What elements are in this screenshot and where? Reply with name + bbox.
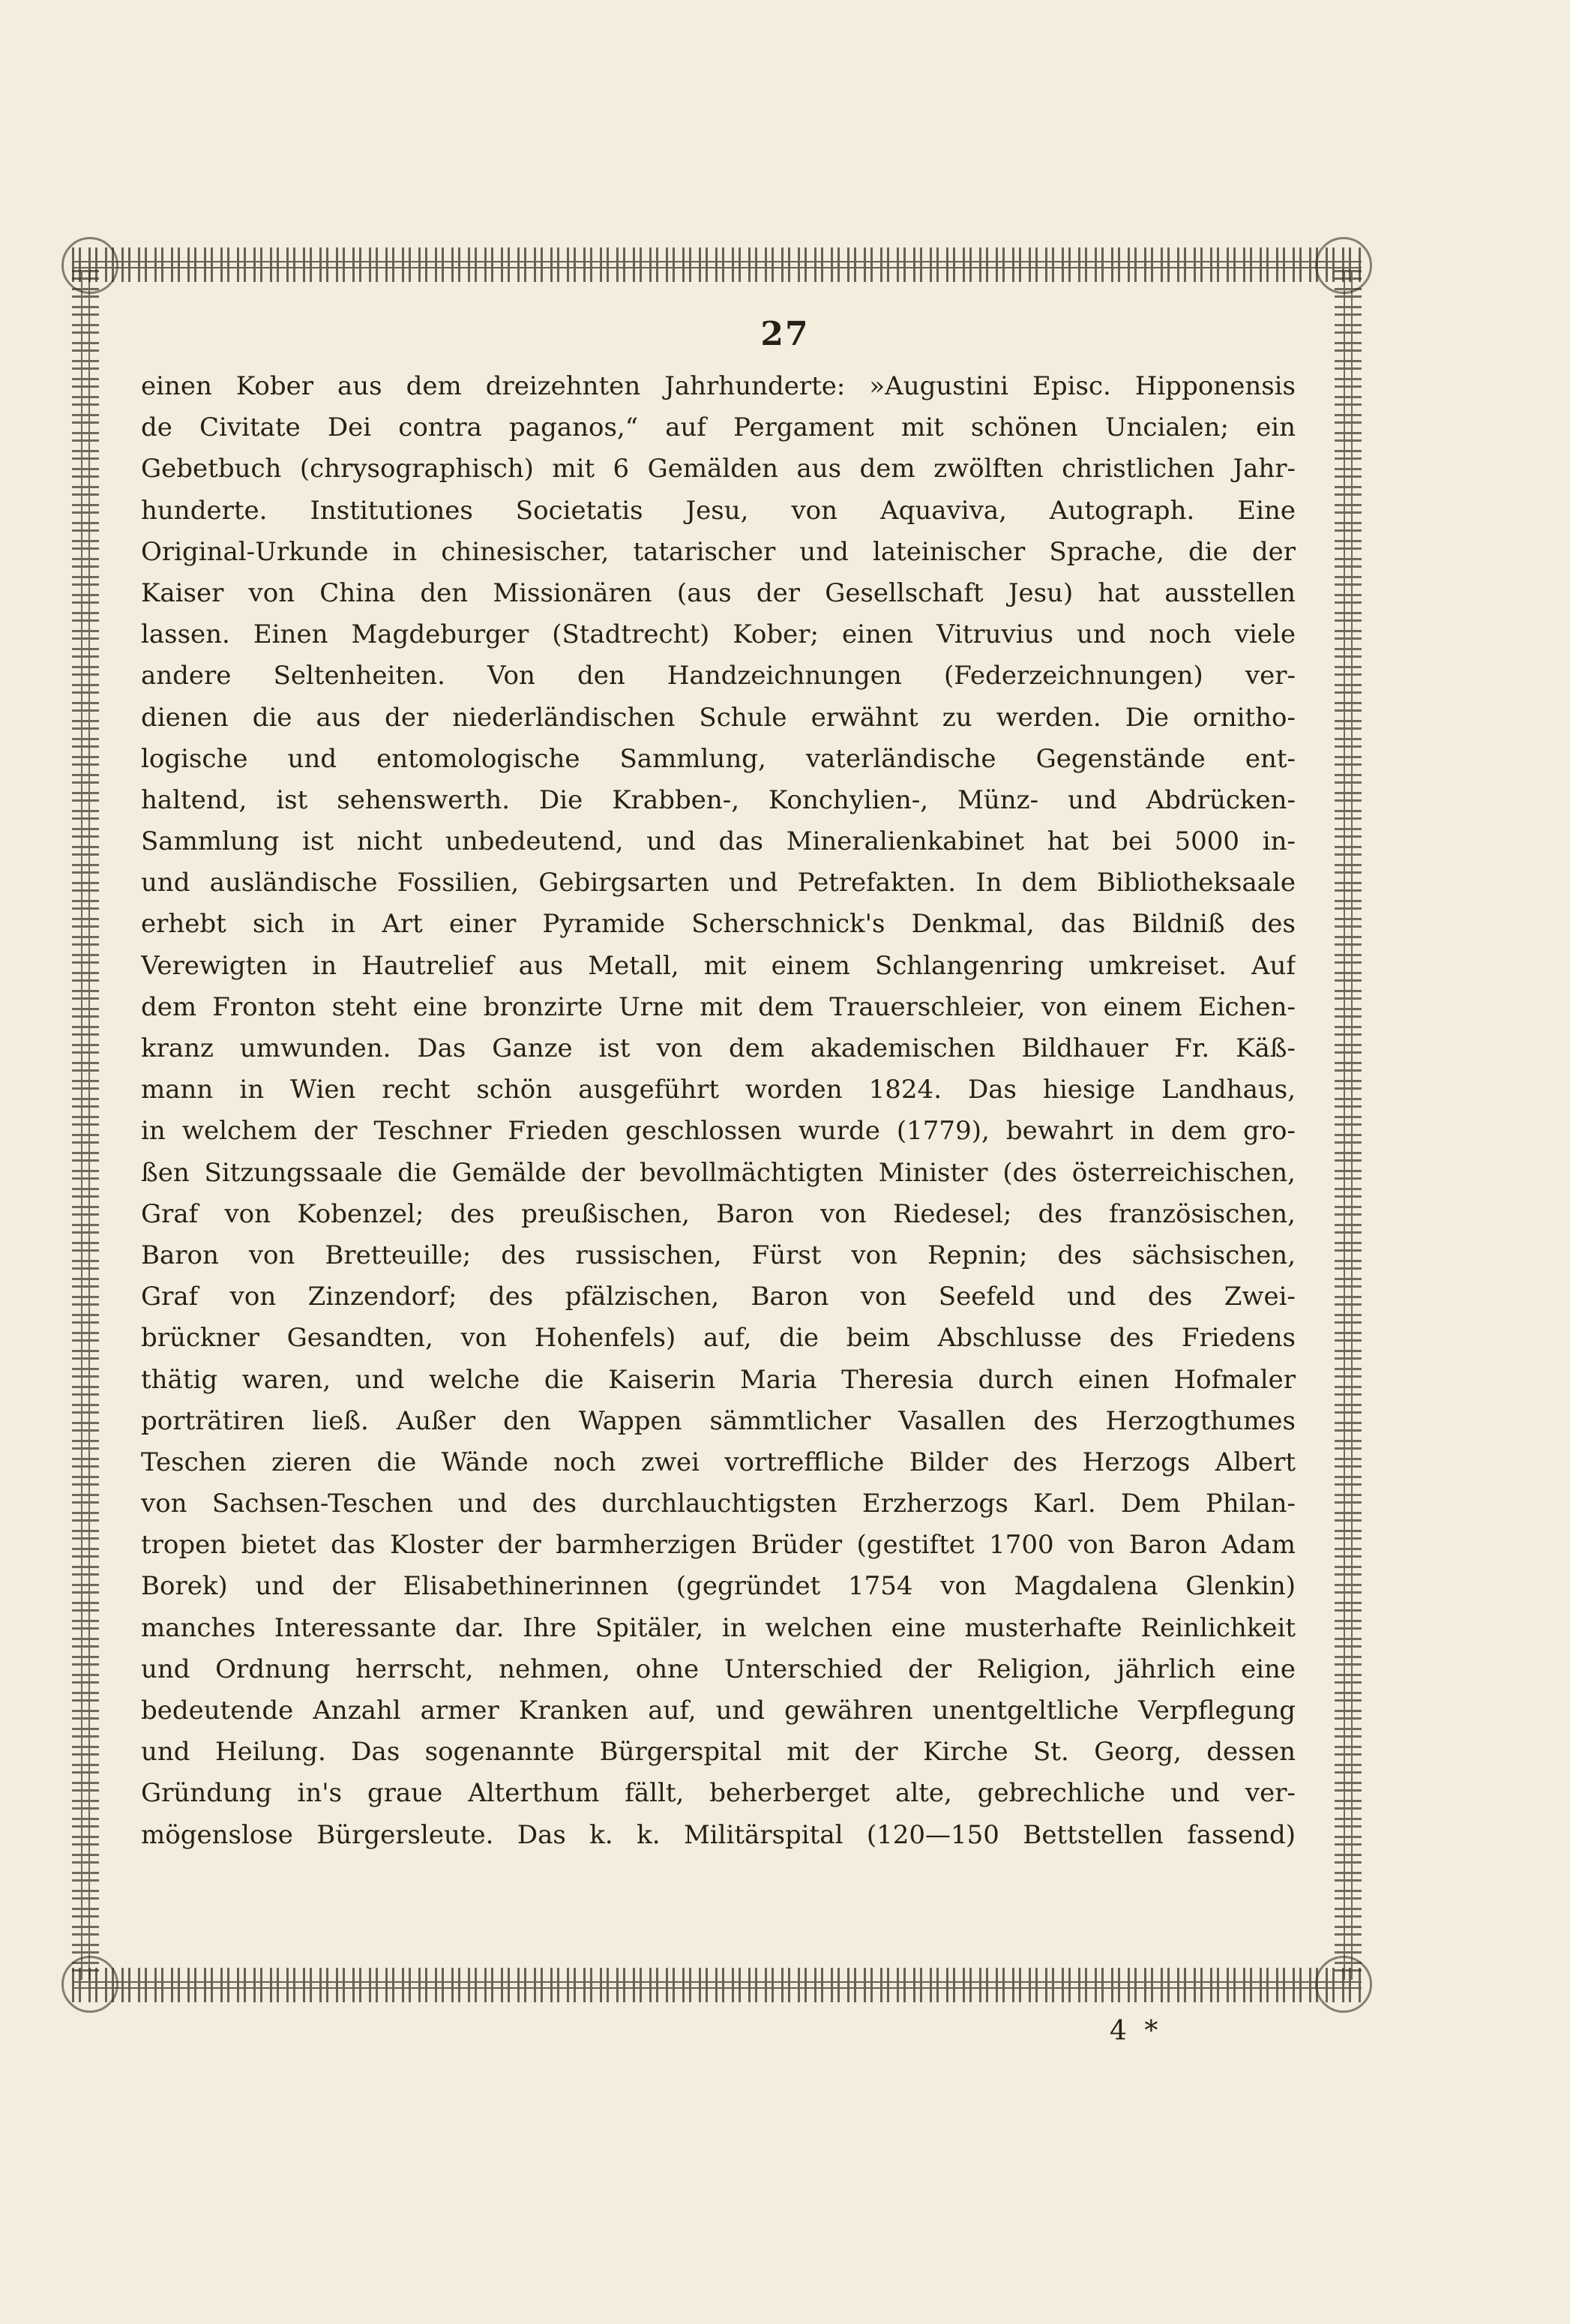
text-line: Graf von Zinzendorf; des pfälzischen, Baron von Seefeld und des Zwei- [141, 1282, 1296, 1312]
text-line: andere Seltenheiten. Von den Handzeichnungen (Federzeichnungen) ver- [141, 661, 1296, 691]
border-left-ornament [72, 270, 99, 1980]
text-line: Original-Urkunde in chinesischer, tatarischer und lateinischer Sprache, die der [141, 536, 1296, 567]
text-line: und Heilung. Das sogenannte Bürgerspital mit der Kirche St. Georg, dessen [141, 1737, 1296, 1768]
text-line: Graf von Kobenzel; des preußischen, Baron von Riedesel; des französischen, [141, 1198, 1296, 1229]
text-line: de Civitate Dei contra paganos,“ auf Pergament mit schönen Uncialen; ein [141, 412, 1296, 443]
signature-mark: 4 * [1110, 2016, 1163, 2047]
page-number: 27 [760, 315, 810, 353]
text-line: Gebetbuch (chrysographisch) mit 6 Gemälden aus dem zwölften christlichen Jahr- [141, 454, 1296, 484]
text-line: tropen bietet das Kloster der barmherzigen Brüder (gestiftet 1700 von Baron Adam [141, 1530, 1296, 1561]
text-line: erhebt sich in Art einer Pyramide Scherschnick's Denkmal, das Bildniß des [141, 909, 1296, 940]
text-line: und Ordnung herrscht, nehmen, ohne Unterschied der Religion, jährlich eine [141, 1654, 1296, 1684]
corner-ornament-icon [1315, 237, 1372, 294]
text-line: haltend, ist sehenswerth. Die Krabben-, Konchylien-, Münz- und Abdrücken- [141, 784, 1296, 815]
text-line: mögenslose Bürgersleute. Das k. k. Militärspital (120—150 Bettstellen fassend) [141, 1819, 1296, 1850]
text-line: ßen Sitzungssaale die Gemälde der bevollmächtigten Minister (des österreichischen, [141, 1157, 1296, 1188]
text-line: thätig waren, und welche die Kaiserin Maria Theresia durch einen Hofmaler [141, 1364, 1296, 1395]
text-line: hunderte. Institutiones Societatis Jesu, von Aquaviva, Autograph. Eine [141, 495, 1296, 526]
text-line: Sammlung ist nicht unbedeutend, und das Mineralienkabinet hat bei 5000 in- [141, 826, 1296, 857]
text-line: und ausländische Fossilien, Gebirgsarten und Petrefakten. In dem Bibliotheksaale [141, 868, 1296, 898]
text-line: Baron von Bretteuille; des russischen, Fürst von Repnin; des sächsischen, [141, 1240, 1296, 1270]
text-line: manches Interessante dar. Ihre Spitäler, in welchen eine musterhafte Reinlichkeit [141, 1612, 1296, 1643]
text-line: von Sachsen-Teschen und des durchlauchtigsten Erzherzogs Karl. Dem Philan- [141, 1489, 1296, 1519]
text-line: mann in Wien recht schön ausgeführt worden 1824. Das hiesige Landhaus, [141, 1075, 1296, 1105]
text-line: einen Kober aus dem dreizehnten Jahrhunderte: »Augustini Episc. Hipponensis [141, 371, 1296, 401]
text-line: kranz umwunden. Das Ganze ist von dem akademischen Bildhauer Fr. Käß- [141, 1033, 1296, 1063]
text-line: brückner Gesandten, von Hohenfels) auf, die beim Abschlusse des Friedens [141, 1323, 1296, 1354]
text-line: Borek) und der Elisabethinerinnen (gegründet 1754 von Magdalena Glenkin) [141, 1571, 1296, 1602]
text-line: porträtiren ließ. Außer den Wappen sämmtlicher Vasallen des Herzogthumes [141, 1405, 1296, 1436]
text-line: dem Fronton steht eine bronzirte Urne mit dem Trauerschleier, von einem Eichen- [141, 991, 1296, 1022]
body-text [141, 366, 1296, 1856]
text-line: Kaiser von China den Missionären (aus der Gesellschaft Jesu) hat ausstellen [141, 577, 1296, 608]
text-line: lassen. Einen Magdeburger (Stadtrecht) Kober; einen Vitruvius und noch viele [141, 619, 1296, 650]
corner-ornament-icon [61, 1956, 118, 2013]
text-line: dienen die aus der niederländischen Schule erwähnt zu werden. Die ornitho- [141, 702, 1296, 733]
text-line: Teschen zieren die Wände noch zwei vortreffliche Bilder des Herzogs Albert [141, 1447, 1296, 1477]
text-line: bedeutende Anzahl armer Kranken auf, und gewähren unentgeltliche Verpflegung [141, 1696, 1296, 1726]
text-line: Gründung in's graue Alterthum fällt, beherberget alte, gebrechliche und ver- [141, 1778, 1296, 1809]
text-line: in welchem der Teschner Frieden geschlossen wurde (1779), bewahrt in dem gro- [141, 1116, 1296, 1147]
corner-ornament-icon [61, 237, 118, 294]
corner-ornament-icon [1315, 1956, 1372, 2013]
border-bottom-ornament [72, 1968, 1362, 2002]
border-right-ornament [1335, 270, 1362, 1980]
text-line: Verewigten in Hautrelief aus Metall, mit einem Schlangenring umkreiset. Auf [141, 950, 1296, 981]
border-top-ornament [72, 247, 1362, 282]
text-line: logische und entomologische Sammlung, vaterländische Gegenstände ent- [141, 743, 1296, 774]
